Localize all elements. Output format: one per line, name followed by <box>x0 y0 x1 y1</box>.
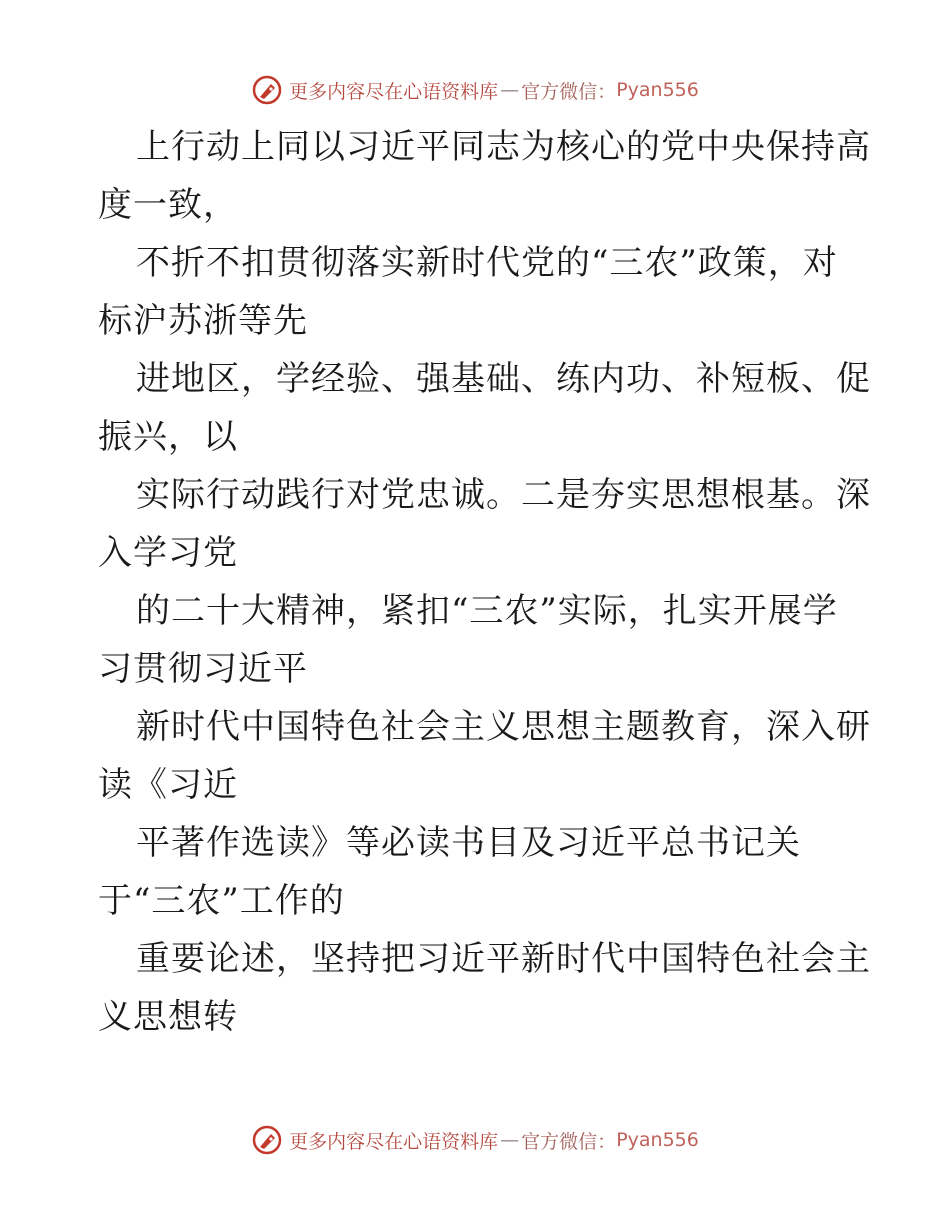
text-line: 读《习近 <box>98 765 238 805</box>
banner-site-text: 更多内容尽在心语资料库 <box>289 80 499 103</box>
text-line: 实际行动践行对党忠诚。二是夯实思想根基。深 <box>136 475 871 515</box>
text-line: 上行动上同以习近平同志为核心的党中央保持高 <box>136 127 871 167</box>
text-line: 度一致， <box>98 185 238 225</box>
text-line: 入学习党 <box>98 533 238 573</box>
text-line: 习贯彻习近平 <box>98 649 308 689</box>
pen-nib-icon <box>251 1124 283 1156</box>
text-line: 于“三农”工作的 <box>98 881 345 921</box>
banner-wechat-label: 官方微信： <box>521 80 617 103</box>
text-line: 的二十大精神，紧扣“三农”实际，扎实开展学 <box>136 591 838 631</box>
banner-separator: — <box>500 79 520 101</box>
text-line: 新时代中国特色社会主义思想主题教育，深入研 <box>136 707 871 747</box>
text-line: 重要论述，坚持把习近平新时代中国特色社会主 <box>136 939 871 979</box>
text-line: 标沪苏浙等先 <box>98 301 308 341</box>
document-body <box>98 118 871 1046</box>
text-line: 不折不扣贯彻落实新时代党的“三农”政策，对 <box>136 243 838 283</box>
text-line: 振兴，以 <box>98 417 238 457</box>
banner-account: Pyan556 <box>616 1129 699 1151</box>
banner-wechat-label: 官方微信： <box>521 1130 617 1153</box>
pen-nib-icon <box>251 74 283 106</box>
text-line: 进地区，学经验、强基础、练内功、补短板、促 <box>136 359 871 399</box>
text-line: 义思想转 <box>98 997 238 1037</box>
banner-separator: — <box>500 1129 520 1151</box>
header-banner <box>0 70 950 110</box>
banner-site-text: 更多内容尽在心语资料库 <box>289 1130 499 1153</box>
footer-banner <box>0 1120 950 1160</box>
banner-account: Pyan556 <box>616 79 699 101</box>
text-line: 平著作选读》等必读书目及习近平总书记关 <box>136 823 801 863</box>
